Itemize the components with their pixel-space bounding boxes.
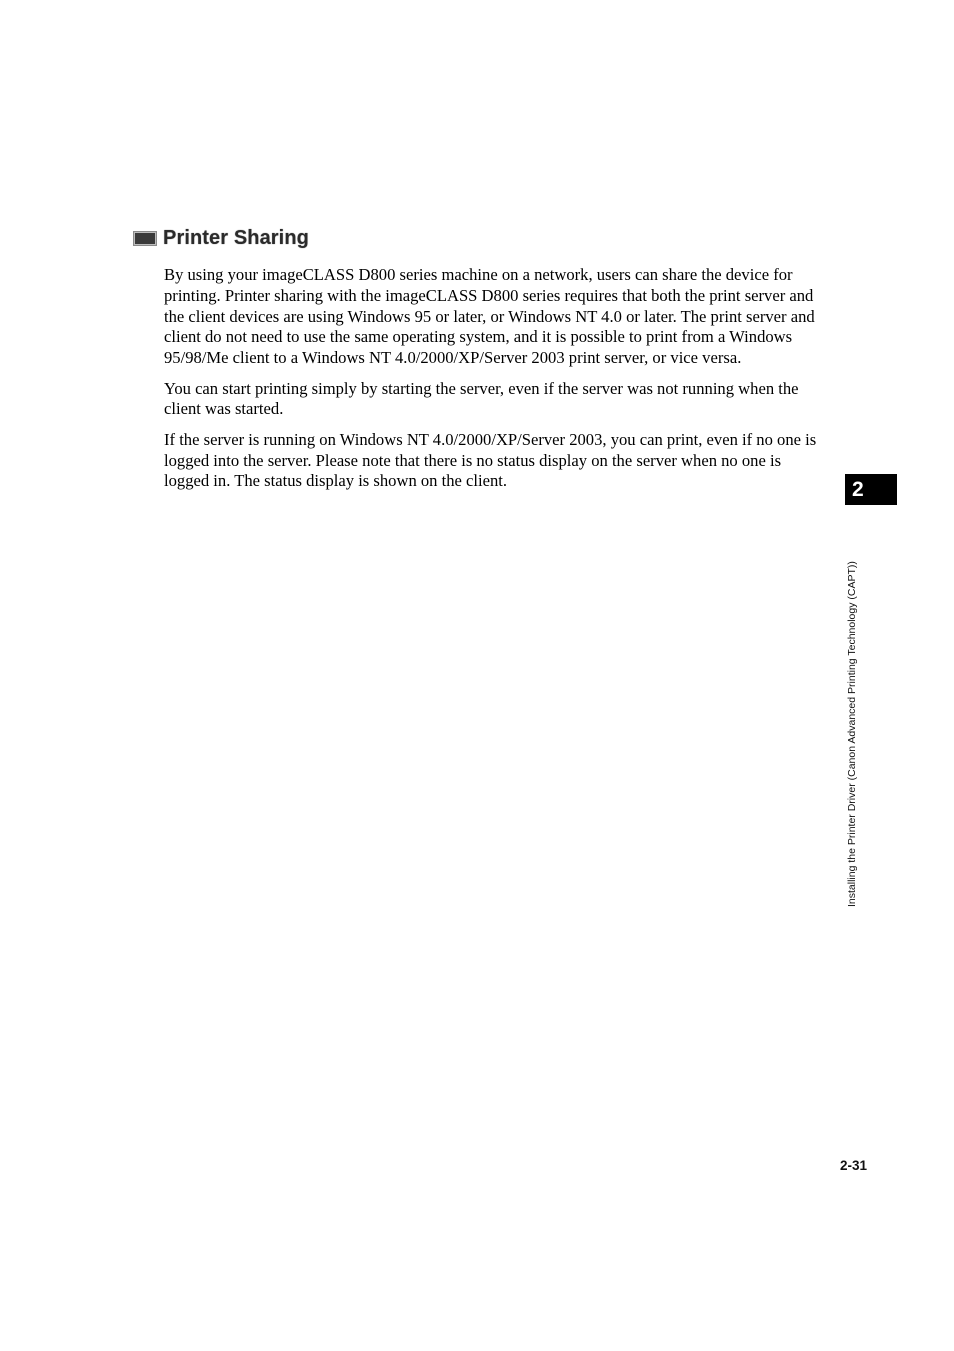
page-number: 2-31 <box>840 1158 868 1173</box>
section-title: Printer Sharing <box>163 226 309 249</box>
chapter-tab: 2 <box>845 474 897 505</box>
body-text <box>164 265 828 502</box>
paragraph-2: You can start printing simply by starting the server, even if the server was not running when the client was started. <box>164 378 799 419</box>
section-heading <box>133 224 309 252</box>
paragraph-1: By using your imageCLASS D800 series machine on a network, users can share the device for printing. Printer sharing with the imageCLASS D800 series requires that both the print server and the client devices are using Windows 95 or later, or Windows NT 4.0 or later. The print server and client do not need to use the same operating system, and it is possible to print from a Windows 95/98/Me client to a Windows NT 4.0/2000/XP/Server 2003 print server, or vice versa. <box>164 265 815 368</box>
chapter-title-vertical: Installing the Printer Driver (Canon Advanced Printing Technology (CAPT)) <box>846 561 858 907</box>
paragraph-3: If the server is running on Windows NT 4.0/2000/XP/Server 2003, you can print, even if no one is logged into the server. Please note that there is no status display on the server when no one is logged in. The status display is shown on the client. <box>164 429 817 491</box>
section-marker-icon <box>133 231 157 246</box>
